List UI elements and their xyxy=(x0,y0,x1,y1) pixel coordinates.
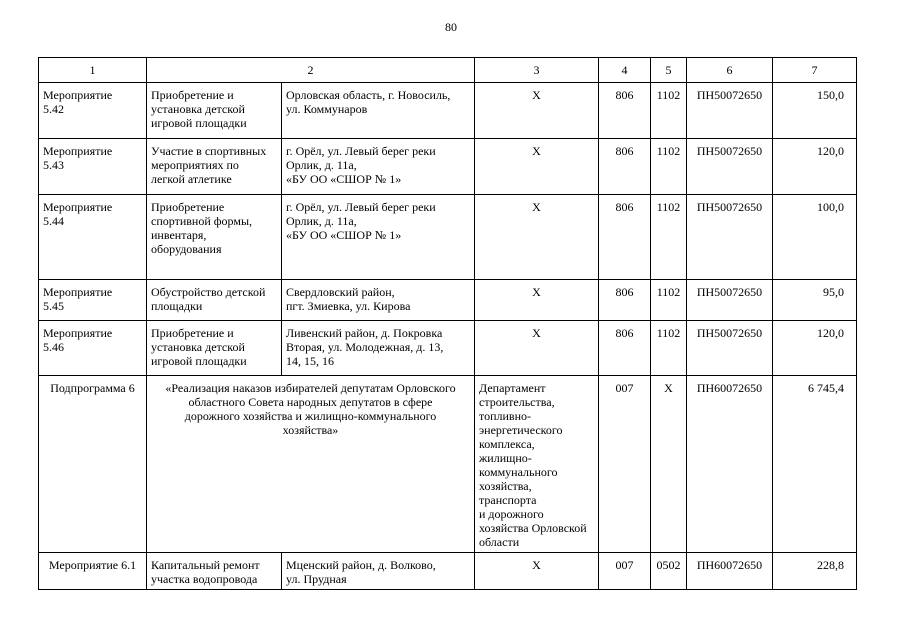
amount-cell: 100,0 xyxy=(773,195,857,280)
code-cell: 007 xyxy=(599,376,651,553)
executor-cell: Х xyxy=(475,83,599,139)
target-cell: ПН50072650 xyxy=(687,195,773,280)
section-cell: 1102 xyxy=(651,139,687,195)
table-row xyxy=(39,321,857,376)
code-cell: 806 xyxy=(599,195,651,280)
measure-name-cell: Капитальный ремонт участка водопровода xyxy=(147,553,282,590)
measure-name-cell: Приобретение спортивной формы, инвентаря, оборудования xyxy=(147,195,282,280)
measure-cell: Мероприятие 5.46 xyxy=(39,321,147,376)
code-cell: 007 xyxy=(599,553,651,590)
section-cell: Х xyxy=(651,376,687,553)
target-cell: ПН50072650 xyxy=(687,139,773,195)
section-cell: 1102 xyxy=(651,83,687,139)
target-cell: ПН50072650 xyxy=(687,280,773,321)
target-cell: ПН60072650 xyxy=(687,376,773,553)
address-cell: г. Орёл, ул. Левый берег реки Орлик, д. 11а, «БУ ОО «СШОР № 1» xyxy=(282,195,475,280)
header-cell: 5 xyxy=(651,58,687,83)
measure-cell: Мероприятие 5.44 xyxy=(39,195,147,280)
subprogram-label-cell: Подпрограмма 6 xyxy=(39,376,147,553)
header-cell: 4 xyxy=(599,58,651,83)
header-cell: 6 xyxy=(687,58,773,83)
budget-table xyxy=(38,57,857,590)
amount-cell: 228,8 xyxy=(773,553,857,590)
amount-cell: 6 745,4 xyxy=(773,376,857,553)
address-cell: г. Орёл, ул. Левый берег реки Орлик, д. 11а, «БУ ОО «СШОР № 1» xyxy=(282,139,475,195)
code-cell: 806 xyxy=(599,139,651,195)
executor-cell: Х xyxy=(475,553,599,590)
section-cell: 1102 xyxy=(651,321,687,376)
subprogram-row xyxy=(39,376,857,553)
code-cell: 806 xyxy=(599,280,651,321)
header-row xyxy=(39,58,857,83)
measure-cell: Мероприятие 5.42 xyxy=(39,83,147,139)
address-cell: Ливенский район, д. Покровка Вторая, ул. Молодежная, д. 13, 14, 15, 16 xyxy=(282,321,475,376)
target-cell: ПН60072650 xyxy=(687,553,773,590)
target-cell: ПН50072650 xyxy=(687,83,773,139)
measure-cell: Мероприятие 5.43 xyxy=(39,139,147,195)
page-number: 80 xyxy=(445,20,457,34)
measure-name-cell: Обустройство детской площадки xyxy=(147,280,282,321)
executor-cell: Х xyxy=(475,195,599,280)
section-cell: 0502 xyxy=(651,553,687,590)
section-cell: 1102 xyxy=(651,280,687,321)
table-row xyxy=(39,195,857,280)
address-cell: Орловская область, г. Новосиль, ул. Коммунаров xyxy=(282,83,475,139)
amount-cell: 95,0 xyxy=(773,280,857,321)
section-cell: 1102 xyxy=(651,195,687,280)
header-cell: 2 xyxy=(147,58,475,83)
measure-name-cell: Приобретение и установка детской игровой площадки xyxy=(147,83,282,139)
header-cell: 3 xyxy=(475,58,599,83)
executor-cell: Департамент строительства, топливно- энергетического комплекса, жилищно- коммунального хозяйства, транспорта и дорожного хозяйства Орловской области xyxy=(475,376,599,553)
amount-cell: 120,0 xyxy=(773,321,857,376)
address-cell: Мценский район, д. Волково, ул. Прудная xyxy=(282,553,475,590)
measure-name-cell: Приобретение и установка детской игровой площадки xyxy=(147,321,282,376)
table-row xyxy=(39,553,857,590)
executor-cell: Х xyxy=(475,139,599,195)
subprogram-title-cell: «Реализация наказов избирателей депутатам Орловского областного Совета народных депутатов в сфере дорожного хозяйства и жилищно-коммунального хозяйства» xyxy=(147,376,475,553)
measure-cell: Мероприятие 6.1 xyxy=(39,553,147,590)
table-row xyxy=(39,280,857,321)
amount-cell: 150,0 xyxy=(773,83,857,139)
measure-name-cell: Участие в спортивных мероприятиях по легкой атлетике xyxy=(147,139,282,195)
target-cell: ПН50072650 xyxy=(687,321,773,376)
header-cell: 1 xyxy=(39,58,147,83)
header-cell: 7 xyxy=(773,58,857,83)
executor-cell: Х xyxy=(475,321,599,376)
measure-cell: Мероприятие 5.45 xyxy=(39,280,147,321)
table-row xyxy=(39,139,857,195)
executor-cell: Х xyxy=(475,280,599,321)
address-cell: Свердловский район, пгт. Змиевка, ул. Кирова xyxy=(282,280,475,321)
amount-cell: 120,0 xyxy=(773,139,857,195)
code-cell: 806 xyxy=(599,83,651,139)
table-row xyxy=(39,83,857,139)
code-cell: 806 xyxy=(599,321,651,376)
